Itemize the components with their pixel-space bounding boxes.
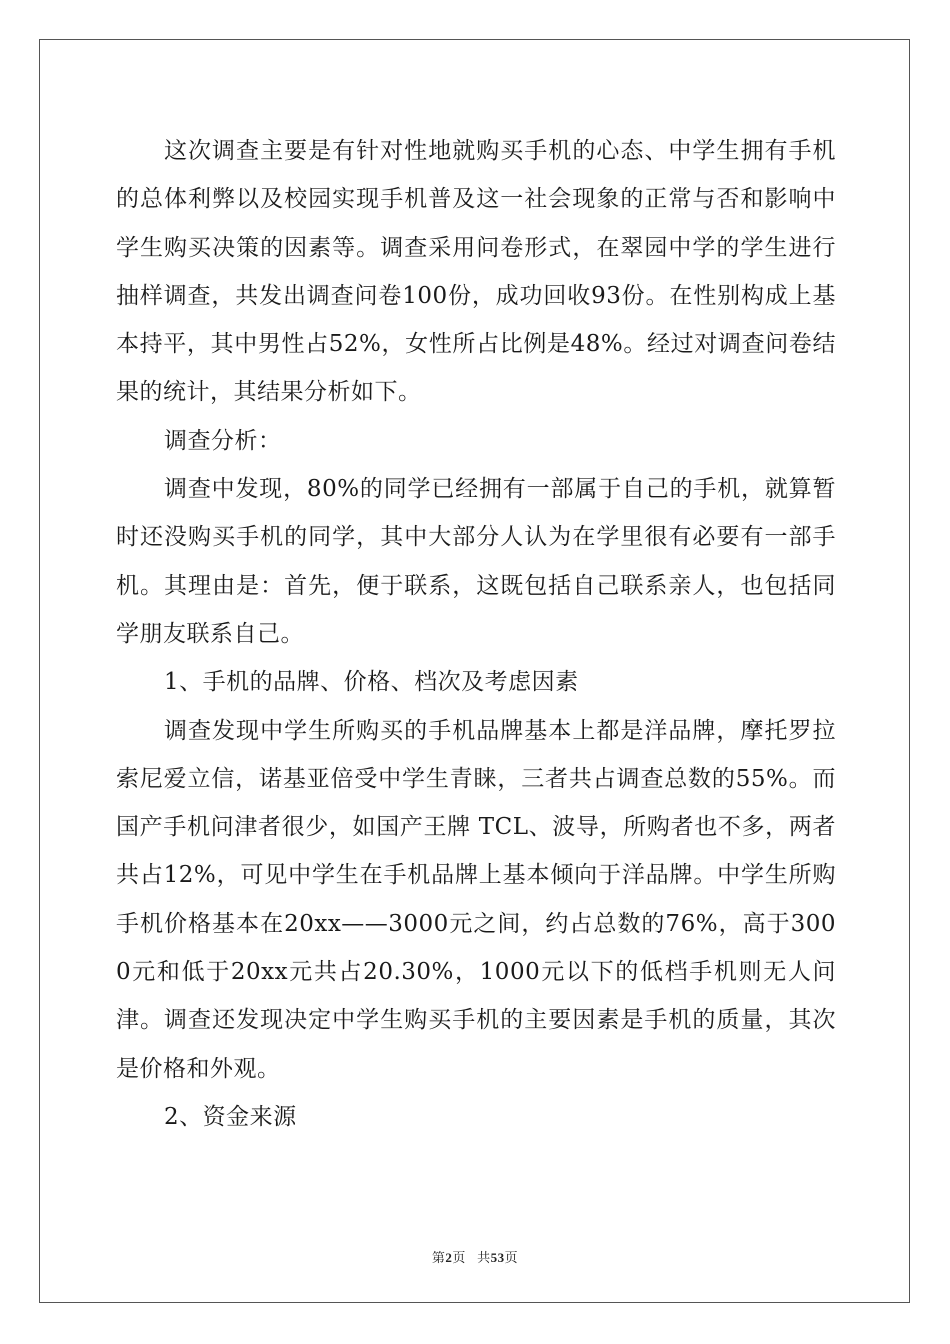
page-prefix: 第 <box>431 1250 446 1265</box>
page-suffix: 页 <box>452 1250 466 1265</box>
section-heading-funding: 2、资金来源 <box>164 1103 297 1130</box>
total-page-count: 53 <box>490 1250 505 1265</box>
paragraph-intro: 这次调查主要是有针对性地就购买手机的心态、中学生拥有手机的总体利弊以及校园实现手机普及这一社会现象的正常与否和影响中学生购买决策的因素等。调查采用问卷形式，在翠园中学的学生进行抽样调查，共发出调查问卷100份，成功回收93份。在性别构成上基本持平，其中男性占52%，女性所占比例是48%。经过对调查问卷结果的统计，其结果分析如下。 <box>116 138 836 406</box>
total-prefix: 共 <box>477 1250 491 1265</box>
total-suffix: 页 <box>504 1250 519 1265</box>
section-heading-brand-price: 1、手机的品牌、价格、档次及考虑因素 <box>164 669 579 696</box>
paragraph-analysis-heading: 调查分析： <box>164 427 282 454</box>
page-footer <box>0 1247 950 1266</box>
paragraph-findings: 调查中发现，80%的同学已经拥有一部属于自己的手机，就算暂时还没购买手机的同学，其中大部分人认为在学里很有必要有一部手机。其理由是：首先，便于联系，这既包括自己联系亲人，也包括同学朋友联系自己。 <box>116 476 836 647</box>
paragraph-brand-price: 调查发现中学生所购买的手机品牌基本上都是洋品牌，摩托罗拉索尼爱立信，诺基亚倍受中学生青睐，三者共占调查总数的55%。而国产手机问津者很少，如国产王牌 TCL、波导，所购者也不多，两者共占12%，可见中学生在手机品牌上基本倾向于洋品牌。中学生所购手机价格基本在20xx——3000元之间，约占总数的76%，高于3000元和低于20xx元共占20.30%，1000元以下的低档手机则无人问津。调查还发现决定中学生购买手机的主要因素是手机的质量，其次是价格和外观。 <box>116 717 836 1082</box>
document-body <box>116 127 836 1141</box>
current-page-number: 2 <box>445 1250 453 1265</box>
